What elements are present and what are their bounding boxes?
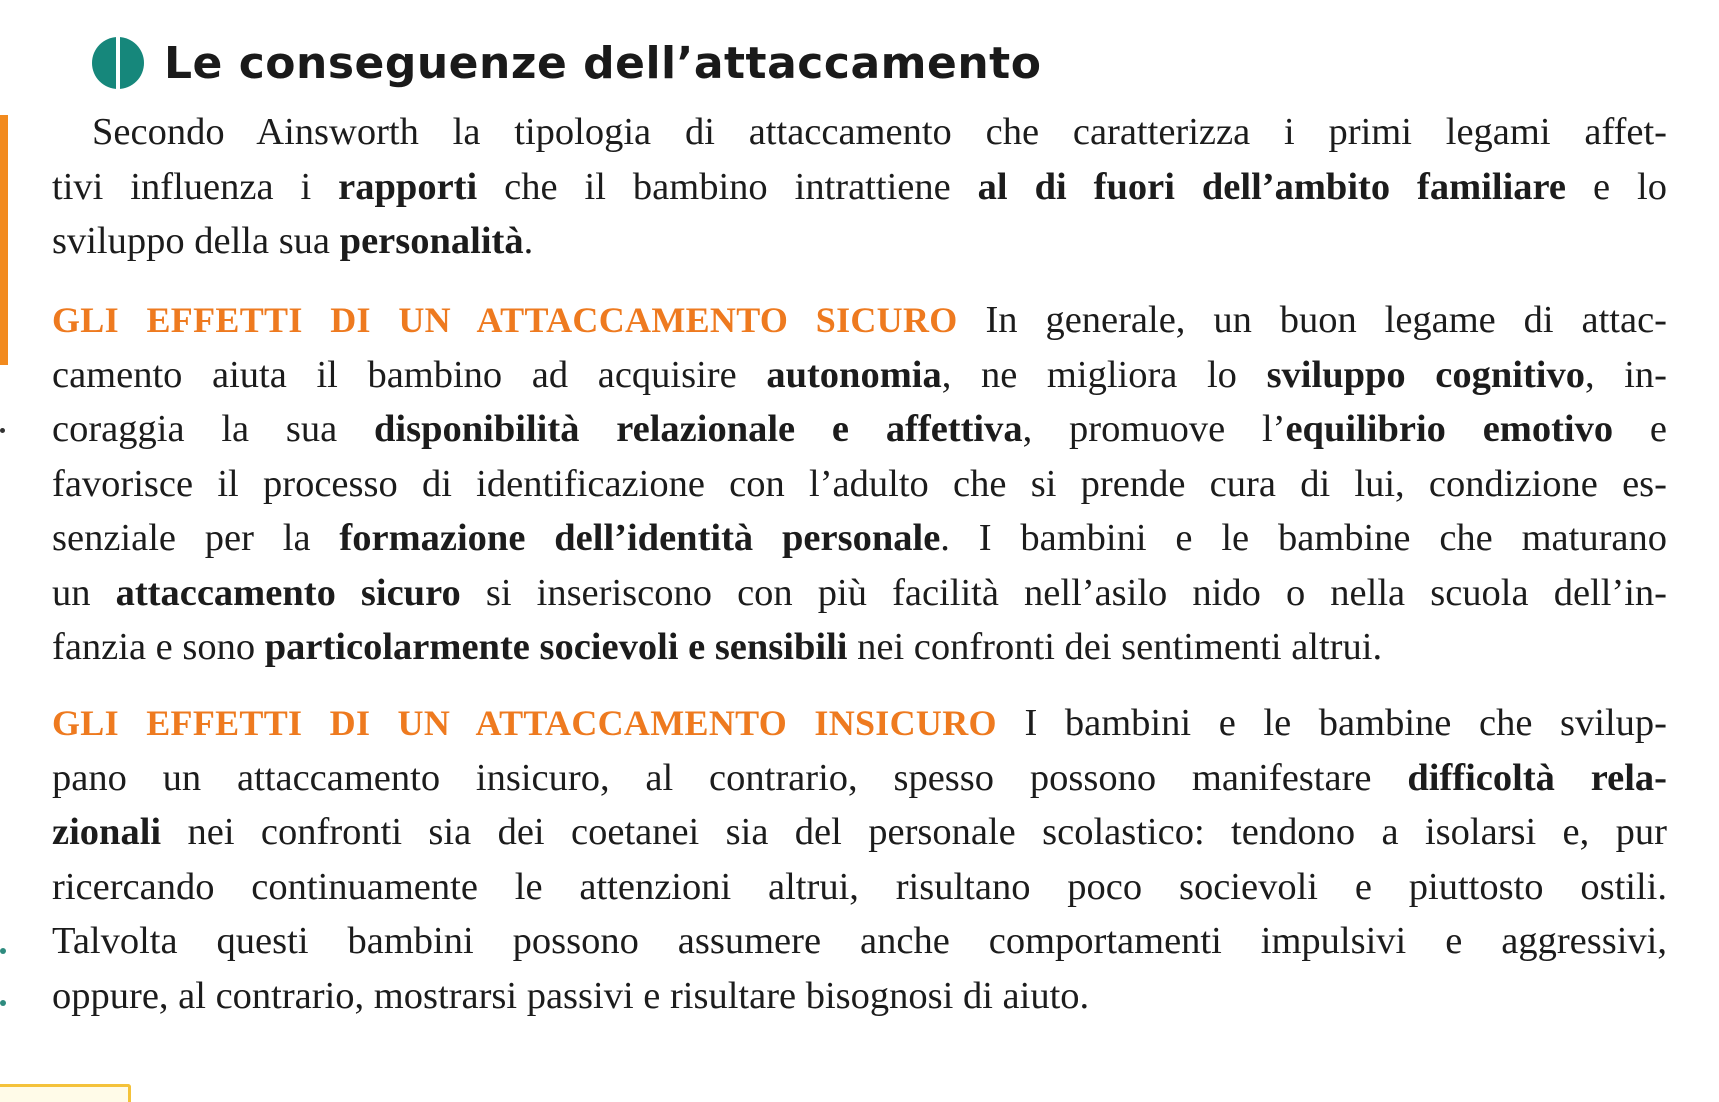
bottom-corner-box bbox=[0, 1084, 131, 1102]
text-line: favorisce il processo di identificazione con l’adulto che si prende cura di lui, condizione es- bbox=[52, 462, 1667, 505]
text-line: fanzia e sono particolarmente socievoli e sensibili nei confronti dei sentimenti altrui. bbox=[52, 626, 1383, 668]
text-line: Secondo Ainsworth la tipologia di attaccamento che caratterizza i primi legami affet- bbox=[92, 111, 1667, 153]
text-line: ricercando continuamente le attenzioni altrui, risultano poco socievoli e piuttosto ostili. bbox=[52, 865, 1667, 908]
text-line: Talvolta questi bambini possono assumere anche comportamenti impulsivi e aggressivi, bbox=[52, 920, 1667, 962]
section-heading bbox=[90, 28, 1041, 98]
page-title: Le conseguenze dell’attaccamento bbox=[164, 37, 1042, 89]
section-label: GLI EFFETTI DI UN ATTACCAMENTO SICURO bbox=[52, 300, 958, 340]
text-line: zionali nei confronti sia dei coetanei sia del personale scolastico: tendono a isolarsi e, pur bbox=[52, 811, 1667, 853]
half-circle-icon bbox=[90, 35, 146, 91]
text-line: sviluppo della sua personalità. bbox=[52, 220, 534, 262]
paragraph-secure-attachment bbox=[52, 293, 1667, 675]
paragraph-intro bbox=[52, 105, 1667, 269]
side-accent-bar bbox=[0, 115, 8, 365]
paragraph-insecure-attachment bbox=[52, 696, 1667, 1023]
text-line: coraggia la sua disponibilità relazionale e affettiva, promuove l’equilibrio emotivo e bbox=[52, 408, 1668, 450]
section-label: GLI EFFETTI DI UN ATTACCAMENTO INSICURO bbox=[52, 703, 997, 743]
text-line: GLI EFFETTI DI UN ATTACCAMENTO INSICURO I bambini e le bambine che svilup- bbox=[52, 702, 1667, 744]
text-line: un attaccamento sicuro si inseriscono con più facilità nell’asilo nido o nella scuola dell’in- bbox=[52, 571, 1668, 614]
margin-dot bbox=[0, 428, 5, 433]
margin-dot bbox=[0, 948, 6, 954]
text-line: camento aiuta il bambino ad acquisire autonomia, ne migliora lo sviluppo cognitivo, in- bbox=[52, 353, 1668, 396]
text-line: senziale per la formazione dell’identità personale. I bambini e le bambine che maturano bbox=[52, 517, 1667, 559]
text-line: oppure, al contrario, mostrarsi passivi e risultare bisognosi di aiuto. bbox=[52, 974, 1090, 1017]
text-line: GLI EFFETTI DI UN ATTACCAMENTO SICURO In generale, un buon legame di attac- bbox=[52, 299, 1667, 341]
text-line: pano un attaccamento insicuro, al contrario, spesso possono manifestare difficoltà rela- bbox=[52, 756, 1667, 799]
margin-dot bbox=[0, 1000, 6, 1006]
text-line: tivi influenza i rapporti che il bambino intrattiene al di fuori dell’ambito familiare e lo bbox=[52, 165, 1667, 208]
